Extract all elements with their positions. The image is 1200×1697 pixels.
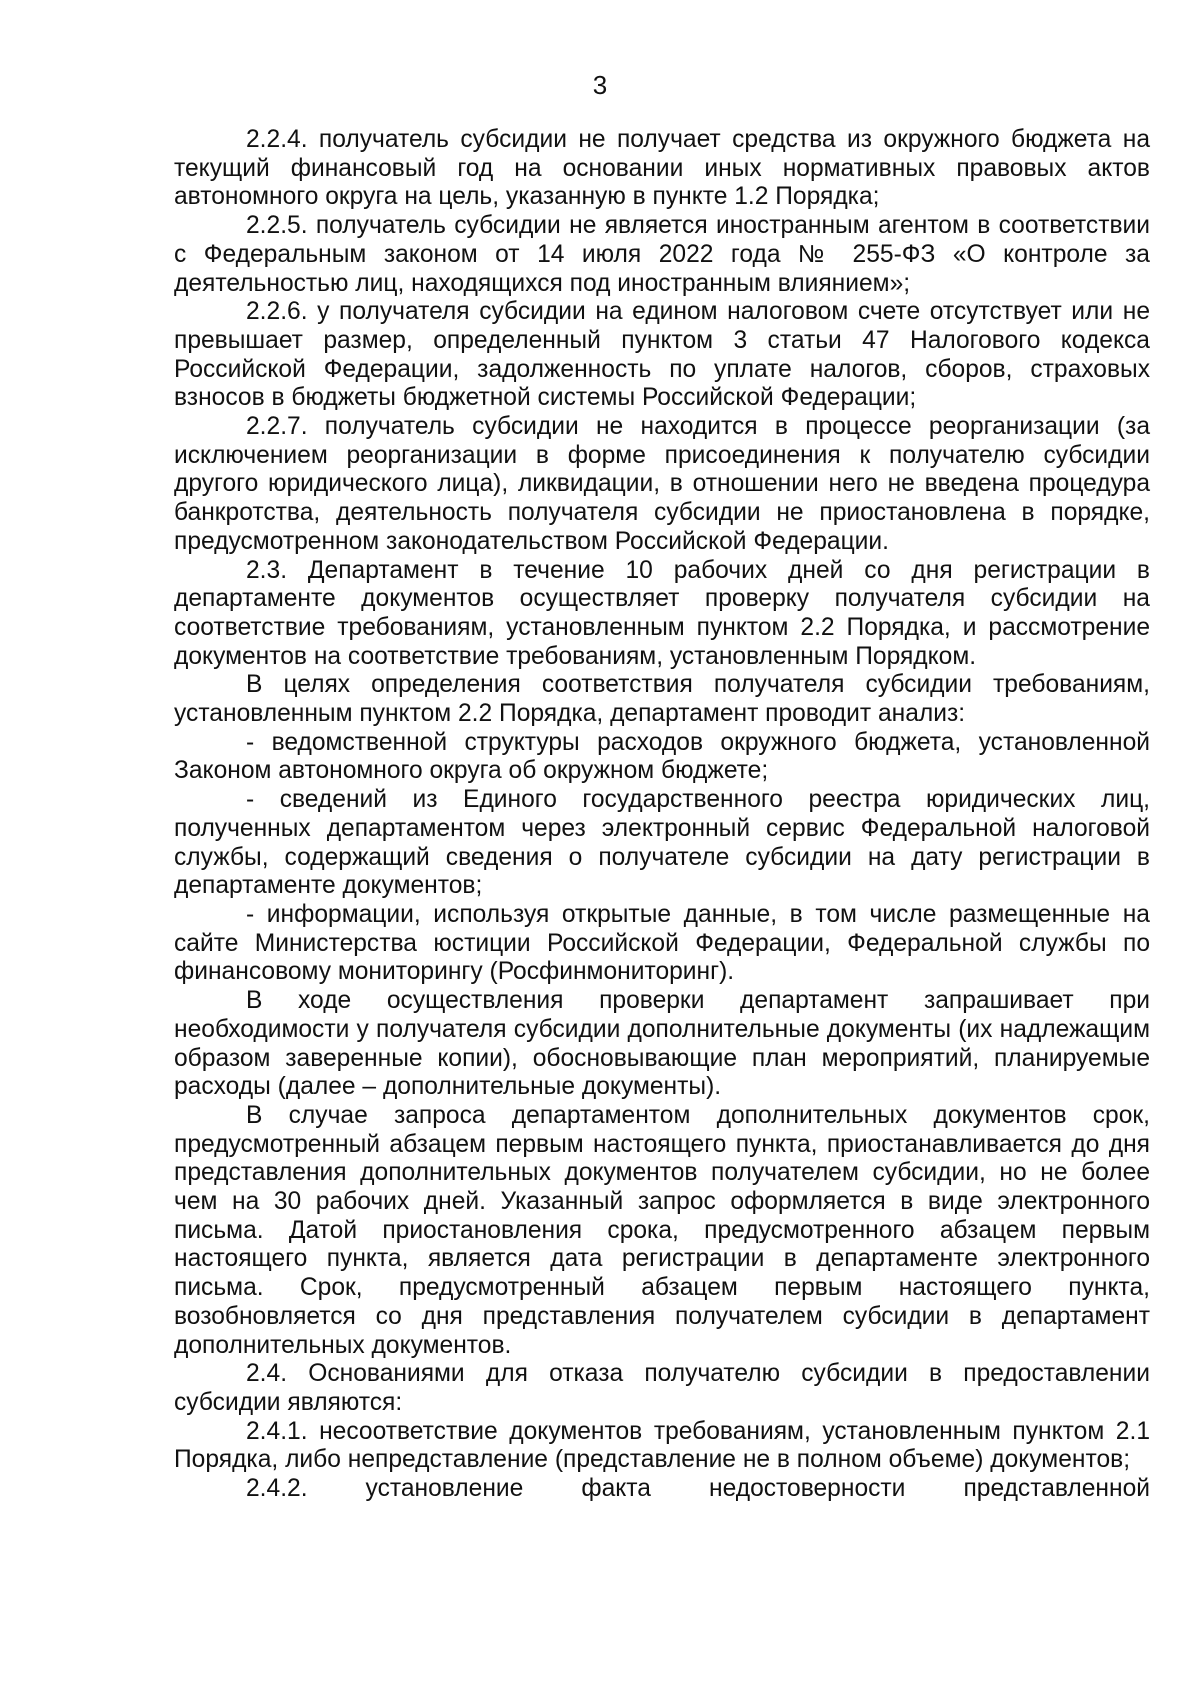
paragraph-analysis-intro: В целях определения соответствия получателя субсидии требованиям, установленным пунктом 2.2 Порядка, департамент проводит анализ: — [174, 671, 1150, 728]
paragraph-2-2-5: 2.2.5. получатель субсидии не является иностранным агентом в соответствии с Федеральным законом от 14 июля 2022 года № 255-ФЗ «О контроле за деятельностью лиц, находящихся под иностранным влиянием»; — [174, 212, 1150, 297]
paragraph-2-2-6: 2.2.6. у получателя субсидии на едином налоговом счете отсутствует или не превышает размер, определенный пунктом 3 статьи 47 Налогового кодекса Российской Федерации, задолженность по уплате налогов, сборов, страховых взносов в бюджеты бюджетной системы Российской Федерации; — [174, 298, 1150, 412]
paragraph-2-4-2: 2.4.2. установление факта недостоверности представленной — [246, 1475, 1150, 1503]
paragraph-additional-documents: В ходе осуществления проверки департамент запрашивает при необходимости у получателя субсидии дополнительные документы (их надлежащим образом заверенные копии), обосновывающие план мероприятий, планируемые расходы (далее – дополнительные документы). — [174, 987, 1150, 1101]
paragraph-suspension-term: В случае запроса департаментом дополнительных документов срок, предусмотренный абзацем первым настоящего пункта, приостанавливается до дня представления дополнительных документов получателем субсидии, но не более чем на 30 рабочих дней. Указанный запрос оформляется в виде электронного письма. Датой приостановления срока, предусмотренного абзацем первым настоящего пункта, является дата регистрации в департаменте электронного письма. Срок, предусмотренный абзацем первым настоящего пункта, возобновляется со дня представления получателем субсидии в департамент дополнительных документов. — [174, 1101, 1150, 1359]
list-item-budget-structure: - ведомственной структуры расходов окружного бюджета, установленной Законом автономного округа об окружном бюджете; — [174, 728, 1150, 785]
paragraph-2-2-7: 2.2.7. получатель субсидии не находится в процессе реорганизации (за исключением реорганизации в форме присоединения к получателю субсидии другого юридического лица), ликвидации, в отношении него не введена процедура банкротства, деятельность получателя субсидии не приостановлена в порядке, предусмотренном законодательством Российской Федерации. — [174, 413, 1150, 555]
page-number: 3 — [592, 70, 608, 100]
paragraph-2-4: 2.4. Основаниями для отказа получателю субсидии в предоставлении субсидии являются: — [174, 1360, 1150, 1416]
paragraph-2-3: 2.3. Департамент в течение 10 рабочих дней со дня регистрации в департаменте документов осуществляет проверку получателя субсидии на соответствие требованиям, установленным пунктом 2.2 Порядка, и рассмотрение документов на соответствие требованиям, установленным Порядком. — [174, 556, 1150, 670]
paragraph-2-2-4: 2.2.4. получатель субсидии не получает средства из окружного бюджета на текущий финансовый год на основании иных нормативных правовых актов автономного округа на цель, указанную в пункте 1.2 Порядка; — [174, 126, 1150, 211]
list-item-open-data: - информации, используя открытые данные, в том числе размещенные на сайте Министерства юстиции Российской Федерации, Федеральной службы по финансовому мониторингу (Росфинмониторинг). — [174, 900, 1150, 986]
paragraph-2-4-1: 2.4.1. несоответствие документов требованиям, установленным пунктом 2.1 Порядка, либо непредставление (представление не в полном объеме) документов; — [174, 1417, 1150, 1474]
list-item-register-info: - сведений из Единого государственного реестра юридических лиц, полученных департаментом через электронный сервис Федеральной налоговой службы, содержащий сведения о получателе субсидии на дату регистрации в департаменте документов; — [174, 786, 1150, 900]
document-body — [174, 126, 1150, 1504]
